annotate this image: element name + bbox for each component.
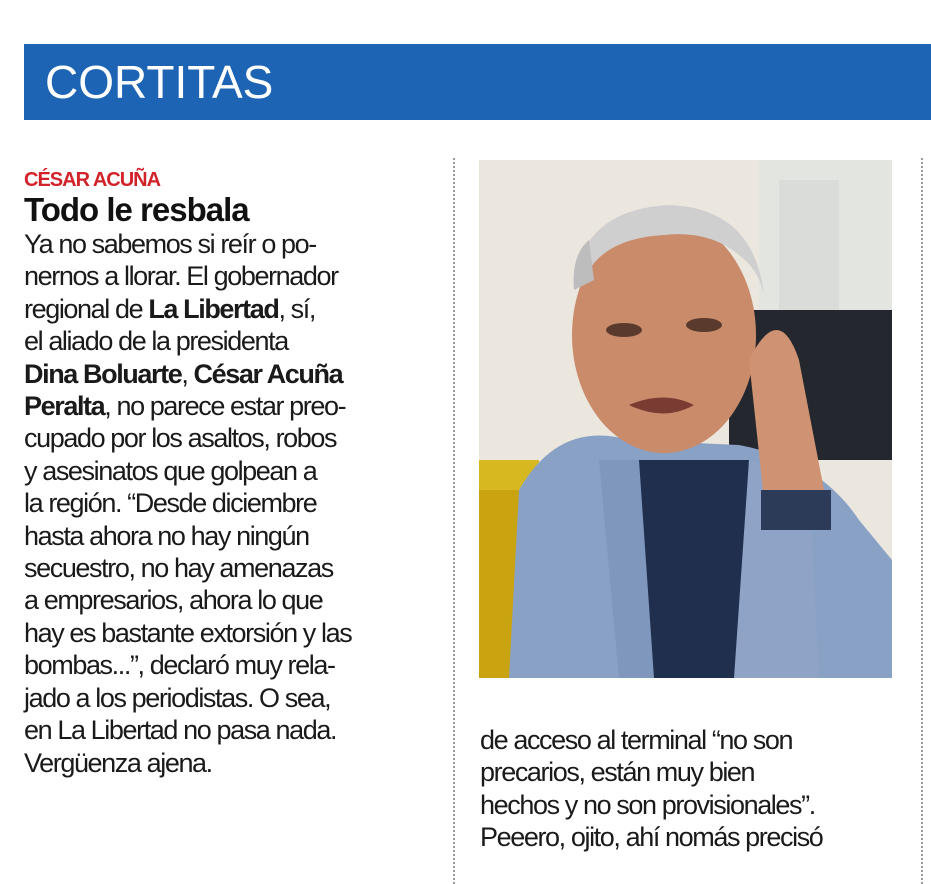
body-line — [24, 552, 444, 584]
text-run: regional de — [24, 293, 149, 324]
column-divider-right — [921, 158, 923, 884]
body-line: Peeero, ojito, ahí nomás precisó — [480, 822, 823, 853]
body-line — [24, 520, 444, 552]
body-line — [24, 487, 444, 519]
article-headline: Todo le resbala — [24, 191, 249, 228]
bold-run: Peralta — [24, 391, 105, 422]
text-run: , — [181, 358, 194, 389]
bold-run: Dina Boluarte — [24, 358, 182, 389]
text-run: Ya no sabemos si reír o po- — [24, 229, 316, 259]
portrait-image — [479, 160, 892, 678]
text-run: el aliado de la presidenta — [24, 326, 288, 357]
text-run: nernos a llorar. El gobernador — [24, 261, 338, 292]
article-column-right — [480, 724, 920, 854]
text-run: a empresarios, ahora lo que — [24, 585, 323, 616]
body-line — [24, 358, 444, 390]
body-line — [24, 455, 444, 487]
section-banner — [24, 44, 931, 120]
body-line — [24, 649, 444, 681]
article-column-left — [24, 168, 444, 779]
body-line — [24, 422, 444, 454]
text-run: Vergüenza ajena. — [24, 747, 212, 778]
bold-run: César Acuña — [193, 358, 343, 389]
text-run: hasta ahora no hay ningún — [24, 520, 309, 551]
body-line — [24, 714, 444, 746]
body-line — [24, 260, 444, 292]
text-run: en La Libertad no pasa nada. — [24, 715, 337, 746]
body-line — [24, 325, 444, 357]
article-kicker: CÉSAR ACUÑA — [24, 169, 161, 191]
body-line — [24, 617, 444, 649]
text-run: cupado por los asaltos, robos — [24, 423, 337, 454]
column-divider — [453, 158, 455, 884]
body-line — [24, 682, 444, 714]
body-line — [24, 584, 444, 616]
text-run: hay es bastante extorsión y las — [24, 617, 352, 648]
article-body — [24, 228, 444, 779]
text-run: jado a los periodistas. O sea, — [24, 682, 331, 713]
text-run: , no parece estar preo- — [104, 391, 346, 422]
body-line — [24, 390, 444, 422]
body-line — [24, 228, 444, 260]
body-line — [24, 293, 444, 325]
text-run: secuestro, no hay amenazas — [24, 553, 333, 584]
text-run: bombas...”, declaró muy rela- — [24, 650, 335, 681]
body-line — [24, 747, 444, 779]
section-title: CORTITAS — [45, 56, 274, 108]
body-line: hechos y no son provisionales”. — [480, 789, 815, 820]
text-run: y asesinatos que golpean a — [24, 455, 317, 486]
bold-run: La Libertad — [148, 293, 279, 324]
body-line: de acceso al terminal “no son — [480, 725, 793, 755]
text-run: , sí, — [278, 293, 315, 324]
article-photo — [479, 160, 892, 678]
text-run: la región. “Desde diciembre — [24, 488, 317, 519]
article-body-continued — [480, 724, 920, 854]
body-line: precarios, están muy bien — [480, 757, 755, 788]
